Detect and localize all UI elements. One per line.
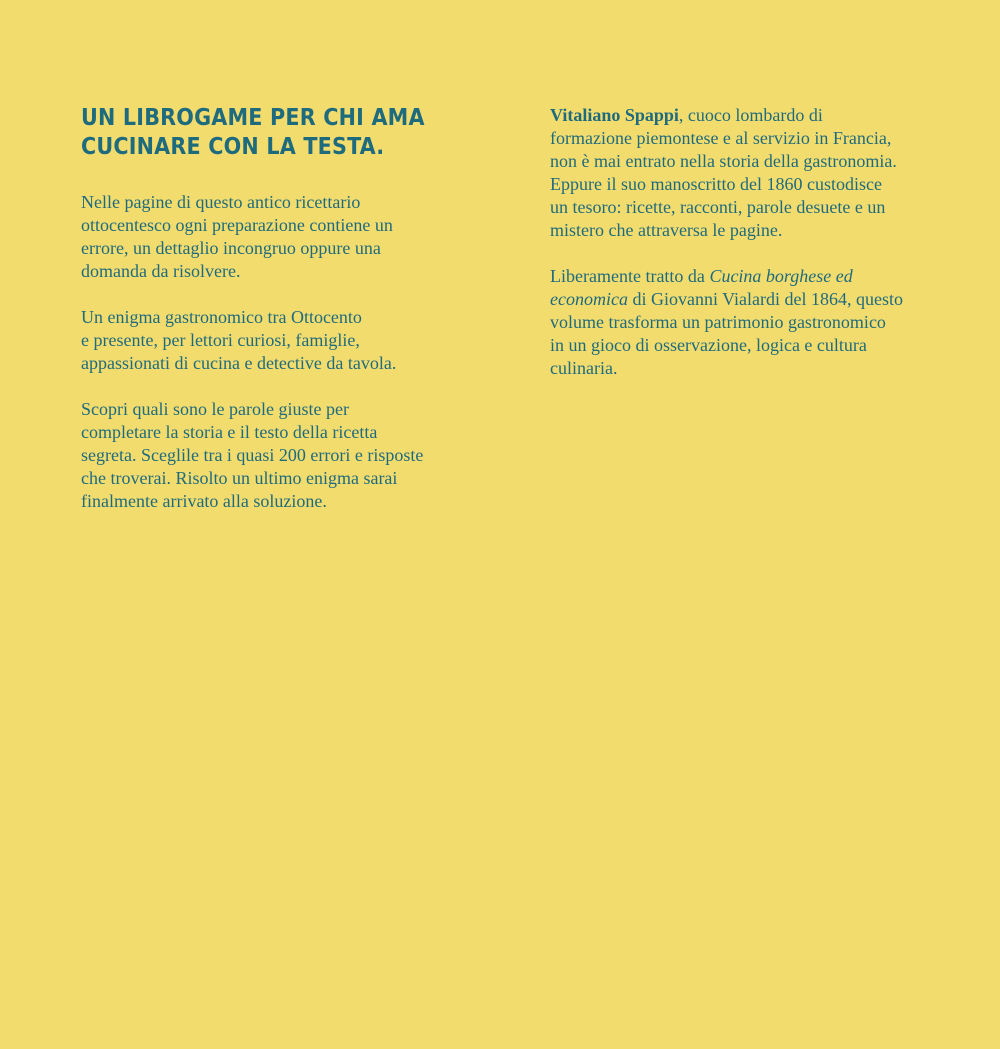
intro-paragraph xyxy=(81,191,461,283)
author-paragraph xyxy=(550,104,945,242)
text-line: ottocentesco ogni preparazione contiene un xyxy=(81,215,393,235)
text-fragment: , cuoco lombardo di xyxy=(678,105,823,125)
book-title: Cucina borghese ed xyxy=(709,266,853,286)
text-line: e presente, per lettori curiosi, famiglie, xyxy=(81,330,360,350)
headline-line: UN LIBROGAME PER CHI AMA xyxy=(81,105,425,131)
headline xyxy=(81,104,461,162)
text-line: Un enigma gastronomico tra Ottocento xyxy=(81,307,362,327)
text-line: mistero che attraversa le pagine. xyxy=(550,220,783,240)
book-title: economica xyxy=(550,289,628,309)
right-column xyxy=(550,104,945,403)
audience-paragraph xyxy=(81,306,461,375)
text-line: domanda da risolvere. xyxy=(81,261,241,281)
text-line: Nelle pagine di questo antico ricettario xyxy=(81,192,361,212)
text-line xyxy=(550,288,945,311)
text-fragment: di Giovanni Vialardi del 1864, questo xyxy=(627,289,904,309)
text-fragment: Liberamente tratto da xyxy=(550,266,710,286)
text-line: volume trasforma un patrimonio gastronomico xyxy=(550,312,886,332)
game-paragraph xyxy=(81,398,461,513)
text-line: appassionati di cucina e detective da tavola. xyxy=(81,353,397,373)
author-name: Vitaliano Spappi xyxy=(550,105,679,125)
text-line: finalmente arrivato alla soluzione. xyxy=(81,491,327,511)
text-line: non è mai entrato nella storia della gastronomia. xyxy=(550,151,897,171)
text-line: Scopri quali sono le parole giuste per xyxy=(81,399,349,419)
text-line: formazione piemontese e al servizio in Francia, xyxy=(550,128,892,148)
text-line: Eppure il suo manoscritto del 1860 custodisce xyxy=(550,174,882,194)
text-line: segreta. Sceglile tra i quasi 200 errori e risposte xyxy=(81,445,424,465)
text-line: errore, un dettaglio incongruo oppure una xyxy=(81,238,381,258)
text-line: un tesoro: ricette, racconti, parole desuete e un xyxy=(550,197,886,217)
text-line: culinaria. xyxy=(550,358,618,378)
headline-line: CUCINARE CON LA TESTA. xyxy=(81,134,385,160)
text-line xyxy=(550,265,945,288)
source-paragraph xyxy=(550,265,945,380)
text-line: in un gioco di osservazione, logica e cultura xyxy=(550,335,867,355)
text-line xyxy=(550,104,945,127)
left-column xyxy=(81,104,461,536)
text-line: che troverai. Risolto un ultimo enigma sarai xyxy=(81,468,398,488)
text-line: completare la storia e il testo della ricetta xyxy=(81,422,378,442)
